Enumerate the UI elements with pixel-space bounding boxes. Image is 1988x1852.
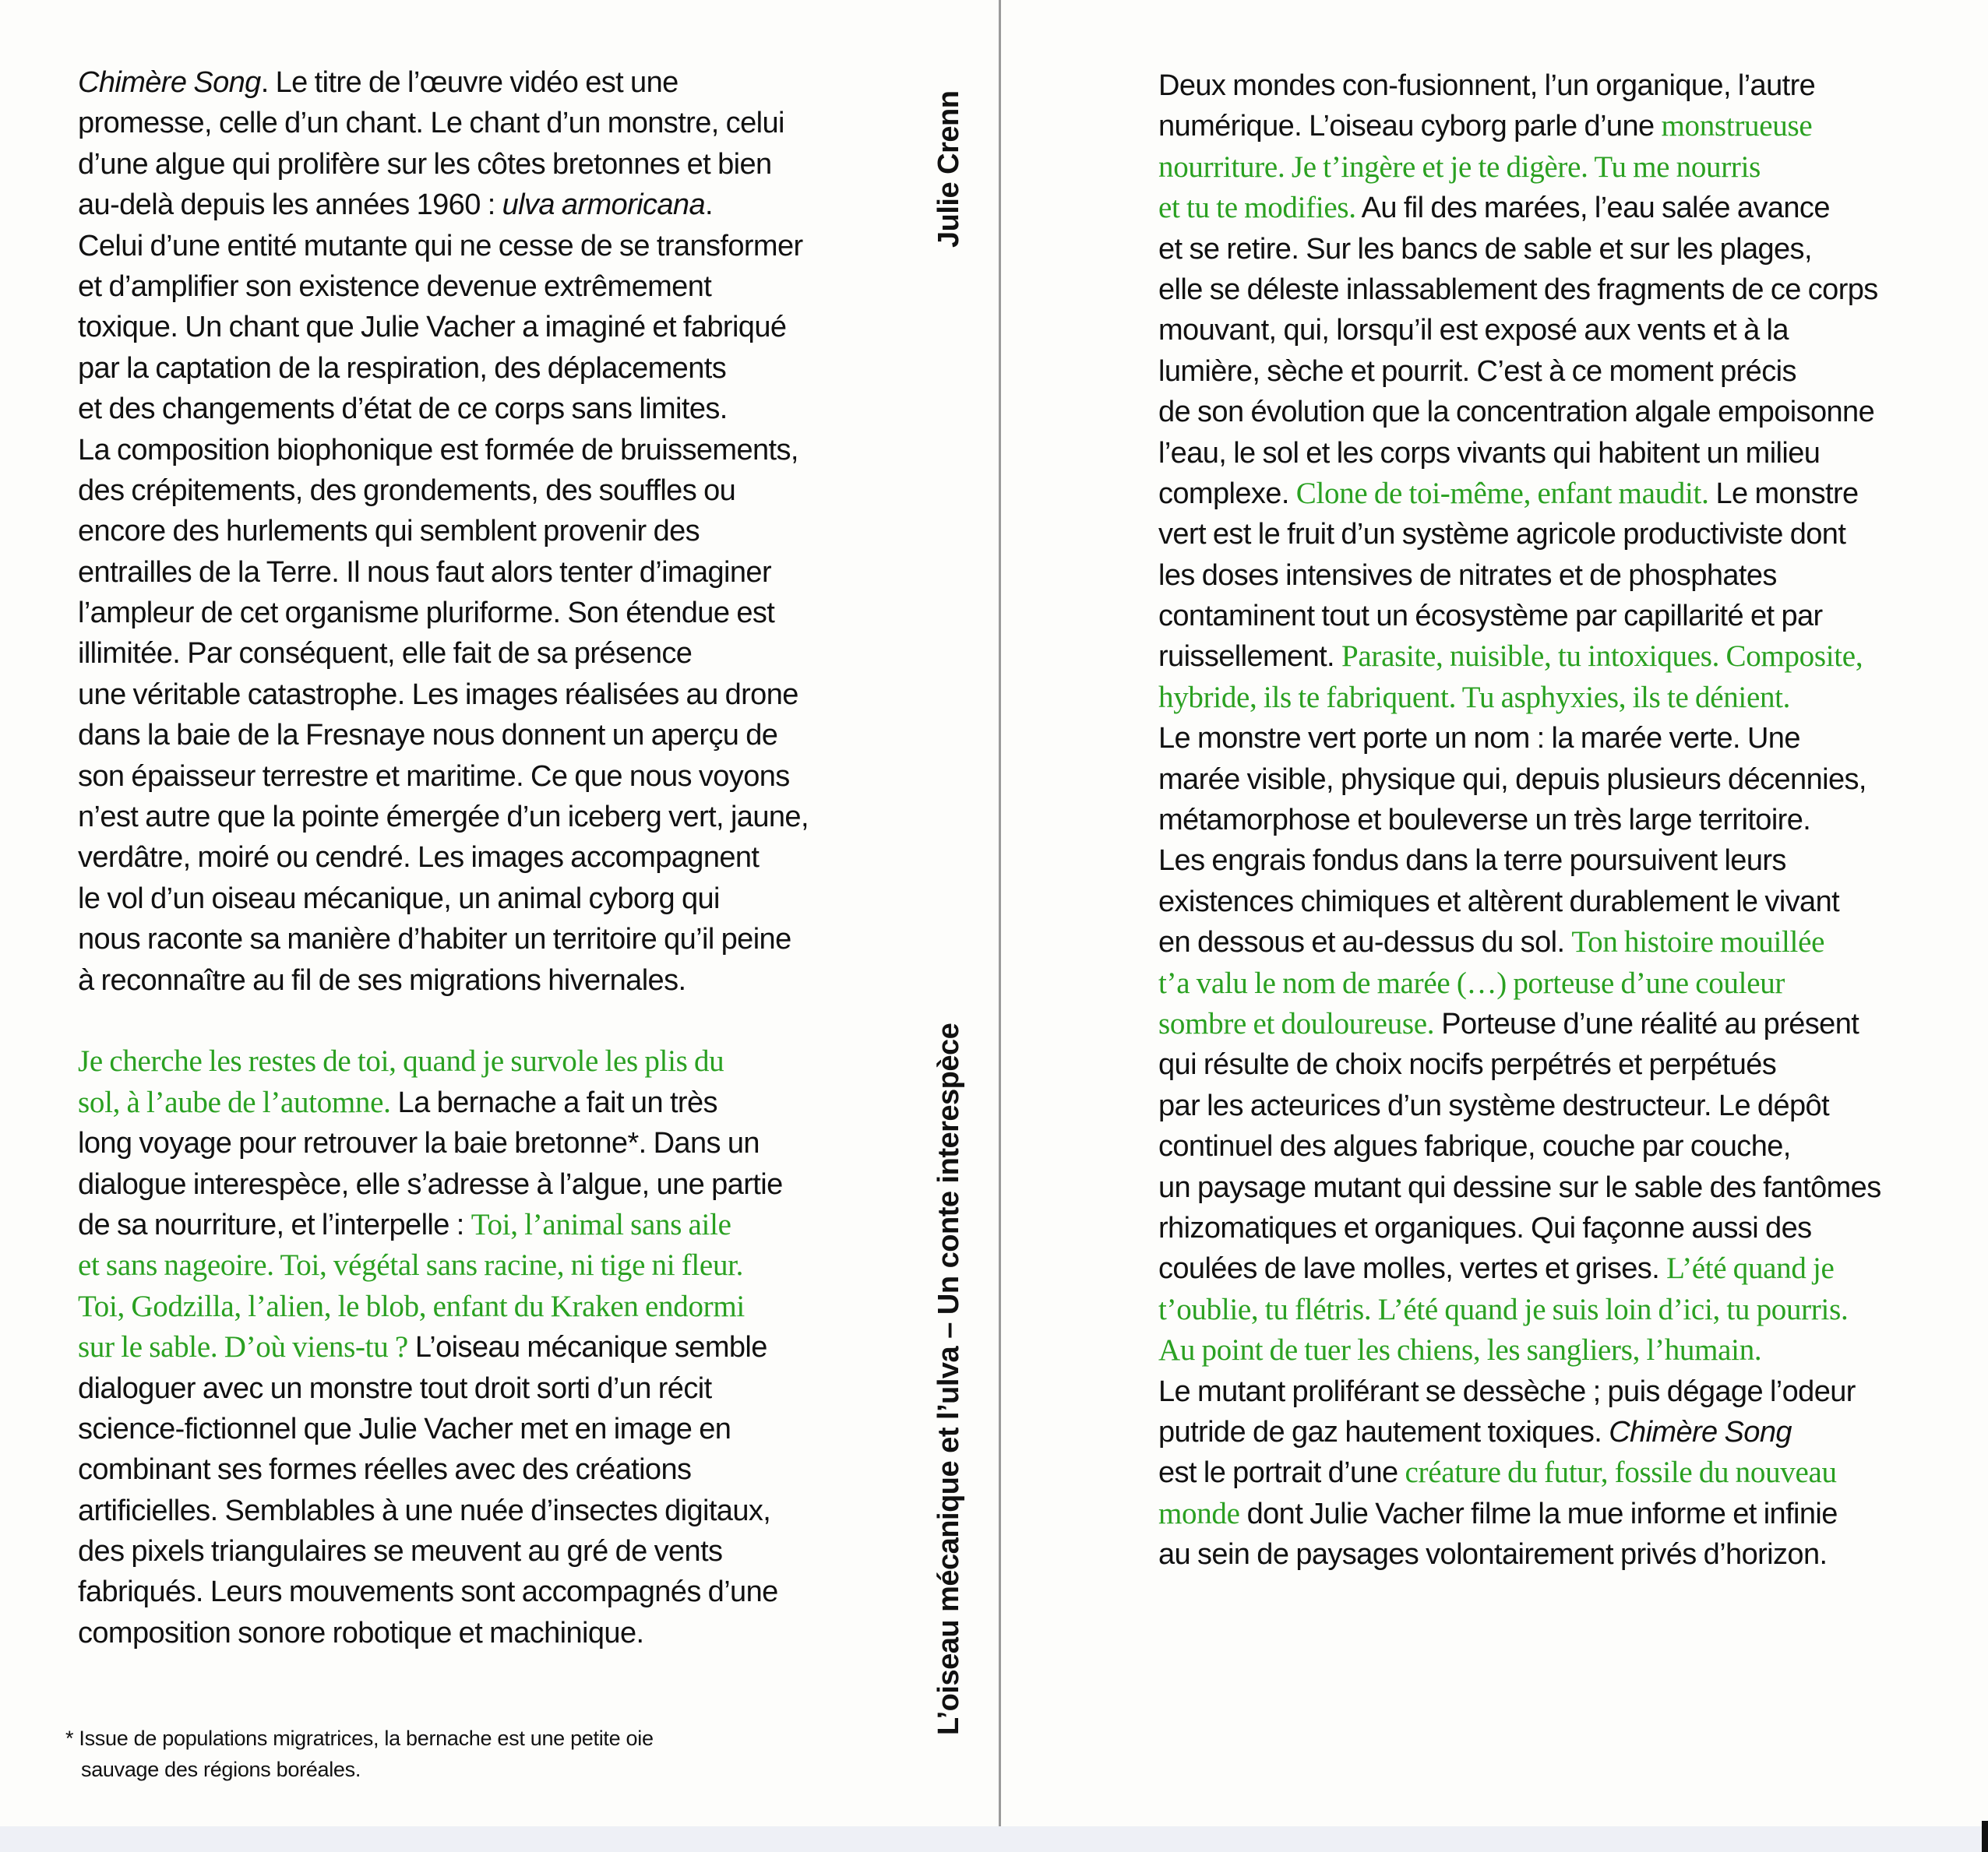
left-column [78, 62, 904, 1653]
text-line [1158, 1452, 1969, 1493]
text-line [78, 1123, 904, 1164]
text-line [1158, 433, 1969, 474]
text-line [78, 797, 904, 837]
text-fragment: nous raconte sa manière d’habiter un territoire qu’il peine [78, 923, 791, 956]
text-line [1158, 1208, 1969, 1248]
quote-fragment: Ton histoire mouillée [1571, 925, 1825, 959]
text-fragment: marée visible, physique qui, depuis plusieurs décennies, [1158, 762, 1866, 796]
right-column [1158, 65, 1969, 1575]
text-line [1158, 1086, 1969, 1126]
spine-title: L’oiseau mécanique et l’ulva – Un conte interespèce [932, 1023, 965, 1735]
text-line [1158, 1371, 1969, 1412]
text-fragment: long voyage pour retrouver la baie bretonne*. Dans un [78, 1127, 760, 1160]
text-fragment: dont Julie Vacher filme la mue informe et infinie [1239, 1497, 1838, 1530]
paragraph-right [1158, 65, 1969, 1575]
text-fragment: numérique. L’oiseau cyborg parle d’une [1158, 110, 1662, 143]
text-fragment: lumière, sèche et pourrit. C’est à ce moment précis [1158, 354, 1796, 388]
text-fragment: existences chimiques et altèrent durablement le vivant [1158, 885, 1840, 918]
text-line [1158, 514, 1969, 555]
text-fragment: en dessous et au-dessus du sol. [1158, 926, 1572, 959]
quote-fragment: t’oublie, tu flétris. L’été quand je suis loin d’ici, tu pourris. [1158, 1292, 1849, 1326]
text-line [1158, 800, 1969, 840]
text-line [78, 430, 904, 470]
quote-fragment: sol, à l’aube de l’automne. [78, 1085, 391, 1119]
quote-fragment: Parasite, nuisible, tu intoxiques. Composite, [1341, 639, 1863, 674]
text-fragment: artificielles. Semblables à une nuée d’insectes digitaux, [78, 1494, 771, 1527]
text-line [1158, 474, 1969, 514]
quote-fragment: sur le sable. D’où viens-tu ? [78, 1330, 408, 1364]
quote-fragment: t’a valu le nom de marée (…) porteuse d’une couleur [1158, 966, 1785, 1000]
text-line [78, 1368, 904, 1409]
text-fragment: Les engrais fondus dans la terre poursuivent leurs [1158, 844, 1786, 878]
text-line [78, 144, 904, 185]
text-line [1158, 269, 1969, 310]
text-fragment: des crépitements, des grondements, des souffles ou [78, 474, 736, 507]
text-line [1158, 106, 1969, 146]
quote-fragment: monstrueuse [1661, 109, 1813, 143]
text-fragment: les doses intensives de nitrates et de phosphates [1158, 558, 1777, 592]
quote-fragment: sombre et douloureuse. [1158, 1006, 1435, 1040]
text-line [1158, 555, 1969, 596]
text-line [78, 1613, 904, 1653]
text-line [78, 1041, 904, 1082]
text-fragment: Deux mondes con-fusionnent, l’un organique, l’autre [1158, 69, 1816, 102]
paragraph-dialogue [78, 1041, 904, 1653]
text-line [78, 1164, 904, 1205]
text-fragment: l’eau, le sol et les corps vivants qui habitent un milieu [1158, 436, 1821, 470]
text-line [1158, 963, 1969, 1004]
text-fragment: l’ampleur de cet organisme pluriforme. Son étendue est [78, 597, 775, 630]
text-line [1158, 882, 1969, 922]
text-fragment: le vol d’un oiseau mécanique, un animal cyborg qui [78, 882, 720, 915]
text-fragment: et d’amplifier son existence devenue extrêmement [78, 269, 712, 303]
text-fragment: qui résulte de choix nocifs perpétrés et perpétués [1158, 1048, 1777, 1082]
text-fragment: Le mutant proliférant se dessèche ; puis dégage l’odeur [1158, 1375, 1856, 1408]
text-line [1158, 1534, 1969, 1575]
text-line [1158, 351, 1969, 392]
text-line [78, 674, 904, 715]
text-line [78, 62, 904, 103]
italic-title: Chimère Song [1609, 1415, 1792, 1449]
text-line [78, 878, 904, 919]
footnote-line: * Issue de populations migratrices, la bernache est une petite oie [65, 1727, 654, 1750]
text-fragment: promesse, celle d’un chant. Le chant d’un monstre, celui [78, 107, 784, 140]
text-line [78, 756, 904, 797]
text-line [78, 511, 904, 551]
footnote-line: sauvage des régions boréales. [81, 1758, 361, 1781]
text-fragment: vert est le fruit d’un système agricole productiviste dont [1158, 518, 1846, 551]
text-line [1158, 147, 1969, 188]
footnote [65, 1723, 844, 1785]
text-fragment: dialoguer avec un monstre tout droit sorti d’un récit [78, 1371, 712, 1405]
text-fragment: au sein de paysages volontairement privés d’horizon. [1158, 1538, 1828, 1572]
text-fragment: de sa nourriture, et l’interpelle : [78, 1208, 471, 1241]
text-fragment: rhizomatiques et organiques. Qui façonne aussi des [1158, 1211, 1812, 1245]
quote-fragment: et tu te modifies. [1158, 191, 1356, 225]
text-line [1158, 1126, 1969, 1167]
text-line [78, 837, 904, 878]
text-line [78, 1287, 904, 1327]
quote-fragment: monde [1158, 1496, 1240, 1530]
text-fragment: dialogue interespèce, elle s’adresse à l’algue, une partie [78, 1167, 783, 1201]
text-fragment: une véritable catastrophe. Les images réalisées au drone [78, 678, 798, 711]
text-line [78, 1491, 904, 1531]
text-fragment: Porteuse d’une réalité au présent [1434, 1007, 1859, 1040]
paragraph-intro [78, 62, 904, 1001]
text-fragment: de son évolution que la concentration algale empoisonne [1158, 396, 1875, 429]
text-fragment: un paysage mutant qui dessine sur le sable des fantômes [1158, 1171, 1881, 1204]
quote-fragment: Toi, Godzilla, l’alien, le blob, enfant du Kraken endormi [78, 1289, 745, 1323]
text-line [78, 185, 904, 225]
text-line [1158, 392, 1969, 432]
text-line [78, 348, 904, 389]
text-line [78, 1205, 904, 1245]
scan-bottom-edge [0, 1826, 1988, 1852]
text-line [1158, 229, 1969, 269]
italic-title: Chimère Song [78, 66, 261, 99]
text-line [78, 226, 904, 266]
text-line [1158, 596, 1969, 636]
text-fragment: composition sonore robotique et machinique. [78, 1616, 644, 1650]
text-line [78, 1327, 904, 1368]
text-line [78, 389, 904, 429]
quote-fragment: Je cherche les restes de toi, quand je survole les plis du [78, 1044, 724, 1079]
text-line [1158, 922, 1969, 963]
quote-fragment: Clone de toi-même, enfant maudit. [1295, 476, 1709, 510]
text-fragment: La bernache a fait un très [390, 1086, 717, 1119]
text-fragment: encore des hurlements qui semblent provenir des [78, 515, 700, 548]
text-fragment: métamorphose et bouleverse un très large territoire. [1158, 804, 1811, 837]
text-line [1158, 1167, 1969, 1208]
text-line [1158, 188, 1969, 228]
text-fragment: Le monstre vert porte un nom : la marée verte. Une [1158, 722, 1800, 755]
text-line [1158, 1248, 1969, 1289]
text-fragment: coulées de lave molles, vertes et grises. [1158, 1252, 1667, 1286]
text-line [78, 633, 904, 674]
text-fragment: contaminent tout un écosystème par capillarité et par [1158, 600, 1823, 633]
spine-author: Julie Crenn [932, 90, 965, 248]
text-line [78, 552, 904, 593]
quote-fragment: nourriture. Je t’ingère et je te digère. Tu me nourris [1158, 150, 1761, 184]
text-line [1158, 759, 1969, 800]
text-line [78, 919, 904, 959]
text-fragment: . Le titre de l’œuvre vidéo est une [260, 66, 679, 99]
text-line [78, 103, 904, 143]
text-fragment: son épaisseur terrestre et maritime. Ce que nous voyons [78, 759, 790, 793]
text-line [78, 593, 904, 633]
quote-fragment: Toi, l’animal sans aile [471, 1207, 731, 1241]
text-line [1158, 718, 1969, 759]
text-fragment: est le portrait d’une [1158, 1456, 1405, 1490]
text-line [78, 1245, 904, 1286]
text-line [1158, 310, 1969, 350]
text-fragment: à reconnaître au fil de ses migrations hivernales. [78, 963, 686, 997]
text-fragment: entrailles de la Terre. Il nous faut alors tenter d’imaginer [78, 555, 772, 589]
quote-fragment: L’été quand je [1666, 1252, 1835, 1286]
text-line [1158, 1494, 1969, 1534]
page-fold-divider [999, 0, 1001, 1826]
text-line [78, 266, 904, 307]
text-line [78, 715, 904, 755]
text-fragment: fabriqués. Leurs mouvements sont accompagnés d’une [78, 1576, 778, 1609]
text-fragment: d’une algue qui prolifère sur les côtes bretonnes et bien [78, 147, 772, 181]
text-fragment: n’est autre que la pointe émergée d’un iceberg vert, jaune, [78, 801, 809, 834]
text-fragment: mouvant, qui, lorsqu’il est exposé aux vents et à la [1158, 314, 1789, 347]
text-fragment: au-delà depuis les années 1960 : [78, 188, 502, 222]
text-fragment: toxique. Un chant que Julie Vacher a imaginé et fabriqué [78, 311, 787, 344]
text-line [1158, 678, 1969, 718]
text-line [78, 1449, 904, 1490]
paragraph-gap [78, 1001, 904, 1041]
text-line [1158, 1412, 1969, 1452]
text-fragment: La composition biophonique est formée de bruissements, [78, 433, 798, 467]
text-line [1158, 1004, 1969, 1044]
quote-fragment: et sans nageoire. Toi, végétal sans racine, ni tige ni fleur. [78, 1248, 744, 1283]
text-fragment: et des changements d’état de ce corps sans limites. [78, 393, 728, 426]
text-fragment: par la captation de la respiration, des déplacements [78, 351, 727, 385]
text-line [1158, 1044, 1969, 1085]
text-fragment: illimitée. Par conséquent, elle fait de sa présence [78, 637, 693, 671]
scan-edge-mark [1982, 1821, 1988, 1852]
text-fragment: elle se déleste inlassablement des fragments de ce corps [1158, 273, 1878, 306]
text-line [78, 470, 904, 511]
text-fragment: . [704, 188, 713, 222]
quote-fragment: créature du futur, fossile du nouveau [1405, 1456, 1837, 1490]
text-fragment: ruissellement. [1158, 640, 1341, 674]
italic-title: ulva armoricana [502, 188, 705, 222]
text-fragment: des pixels triangulaires se meuvent au gré de vents [78, 1535, 723, 1569]
text-fragment: continuel des algues fabrique, couche par couche, [1158, 1130, 1791, 1164]
text-line [78, 1083, 904, 1123]
text-fragment: Au fil des marées, l’eau salée avance [1355, 192, 1830, 225]
quote-fragment: hybride, ils te fabriquent. Tu asphyxies, ils te dénient. [1158, 680, 1791, 714]
text-line [1158, 1330, 1969, 1371]
text-line [78, 1572, 904, 1612]
text-line [1158, 65, 1969, 106]
text-fragment: L’oiseau mécanique semble [407, 1331, 767, 1364]
text-fragment: combinant ses formes réelles avec des créations [78, 1453, 692, 1487]
text-line [1158, 840, 1969, 881]
text-fragment: Celui d’une entité mutante qui ne cesse de se transformer [78, 229, 803, 262]
text-fragment: putride de gaz hautement toxiques. [1158, 1415, 1609, 1449]
text-line [78, 1531, 904, 1572]
text-fragment: et se retire. Sur les bancs de sable et sur les plages, [1158, 232, 1812, 266]
text-fragment: verdâtre, moiré ou cendré. Les images accompagnent [78, 841, 760, 875]
text-line [1158, 1290, 1969, 1330]
quote-fragment: Au point de tuer les chiens, les sangliers, l’humain. [1158, 1333, 1762, 1368]
text-line [78, 960, 904, 1001]
text-fragment: science-fictionnel que Julie Vacher met en image en [78, 1412, 731, 1445]
text-line [78, 307, 904, 347]
text-line [78, 1409, 904, 1449]
text-fragment: complexe. [1158, 477, 1296, 510]
text-fragment: dans la baie de la Fresnaye nous donnent un aperçu de [78, 719, 778, 752]
text-line [1158, 636, 1969, 677]
text-fragment: Le monstre [1708, 477, 1859, 510]
text-fragment: par les acteurices d’un système destructeur. Le dépôt [1158, 1089, 1830, 1122]
